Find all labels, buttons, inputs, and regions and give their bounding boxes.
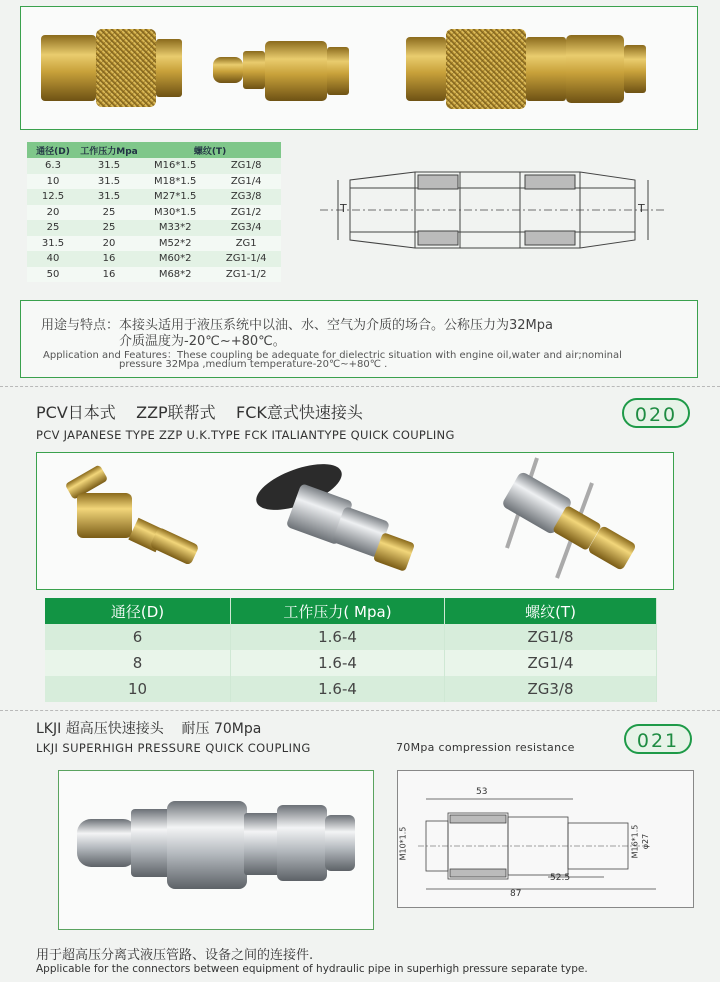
usage-cn-line2: 介质温度为-20℃~+80℃。 xyxy=(119,334,286,349)
section2-title-cn: PCV日本式 ZZP联帮式 FCK意式快速接头 xyxy=(36,403,363,422)
cell: 8 xyxy=(45,650,231,676)
usage-cn-line1: 用途与特点：本接头适用于液压系统中以油、水、空气为介质的场合。公称压力为32Mpa xyxy=(41,318,553,333)
cell: ZG3/8 xyxy=(211,189,281,205)
usage-en-line1: Application and Features：These coupling be adequate for dielectric situation with engine oil,water and air;nominal xyxy=(43,350,622,361)
product-photo-panel-1 xyxy=(20,6,698,130)
section3-title-en: LKJI SUPERHIGH PRESSURE QUICK COUPLING xyxy=(36,741,311,755)
usage-en-line2: pressure 32Mpa ,medium temperature-20℃~+80℃ . xyxy=(119,359,388,370)
dim-right-1: M16*1.5 xyxy=(630,824,640,859)
section2-title-en: PCV JAPANESE TYPE ZZP U.K.TYPE FCK ITALIANTYPE QUICK COUPLING xyxy=(36,428,455,442)
cell: ZG1/2 xyxy=(211,205,281,221)
spec-table-2 xyxy=(45,598,657,702)
cell: 40 xyxy=(27,251,79,267)
cell: M18*1.5 xyxy=(139,174,211,190)
table-row xyxy=(27,251,281,267)
section3-title-cn: LKJI 超高压快速接头 耐压 70Mpa xyxy=(36,721,262,737)
table-row xyxy=(27,189,281,205)
cell: 31.5 xyxy=(79,189,139,205)
table-row xyxy=(27,236,281,252)
cell: 25 xyxy=(27,220,79,236)
table-row xyxy=(45,676,657,702)
dim-bottom: 87 xyxy=(510,889,522,899)
cell: 31.5 xyxy=(27,236,79,252)
cell: 6.3 xyxy=(27,158,79,174)
technical-drawing-1 xyxy=(320,150,665,270)
cell: ZG1/4 xyxy=(445,650,657,676)
cell: 25 xyxy=(79,220,139,236)
usage3-cn: 用于超高压分离式液压管路、设备之间的连接件. xyxy=(36,948,314,963)
cell: ZG3/8 xyxy=(445,676,657,702)
cell: 16 xyxy=(79,251,139,267)
cell: 1.6-4 xyxy=(231,650,445,676)
spec-table-1 xyxy=(27,142,281,282)
drawing-label-t-right: T xyxy=(638,202,645,215)
table-row xyxy=(27,158,281,174)
cell: 25 xyxy=(79,205,139,221)
cell: M68*2 xyxy=(139,267,211,283)
header-thread: 螺纹(T) xyxy=(445,598,657,624)
cell: ZG1/4 xyxy=(211,174,281,190)
cell: 12.5 xyxy=(27,189,79,205)
model-badge-020: 020 xyxy=(622,398,690,428)
header-thread: 螺纹(T) xyxy=(139,142,281,158)
model-badge-021: 021 xyxy=(624,724,692,754)
cell: 1.6-4 xyxy=(231,624,445,650)
cell: 31.5 xyxy=(79,158,139,174)
cell: M27*1.5 xyxy=(139,189,211,205)
table-row xyxy=(27,220,281,236)
cell: 31.5 xyxy=(79,174,139,190)
table-row xyxy=(45,624,657,650)
pcv-zzp-fck-couplings-photo xyxy=(37,453,673,589)
cell: 20 xyxy=(79,236,139,252)
divider xyxy=(0,386,720,387)
cell: M52*2 xyxy=(139,236,211,252)
table-row xyxy=(27,267,281,283)
brass-couplings-photo xyxy=(21,7,697,129)
section3-title-en-right: 70Mpa compression resistance xyxy=(396,741,575,754)
dim-mid: 52.5 xyxy=(550,873,571,883)
header-diameter: 通径(D) xyxy=(27,142,79,158)
cell: ZG1/8 xyxy=(445,624,657,650)
dim-left: M10*1.5 xyxy=(398,826,408,861)
dim-right-2: φ27 xyxy=(641,833,651,850)
cell: M16*1.5 xyxy=(139,158,211,174)
cell: 10 xyxy=(27,174,79,190)
table-row xyxy=(27,205,281,221)
cell: ZG3/4 xyxy=(211,220,281,236)
cell: M60*2 xyxy=(139,251,211,267)
technical-drawing-3 xyxy=(397,770,694,908)
cell: 20 xyxy=(27,205,79,221)
cell: 1.6-4 xyxy=(231,676,445,702)
table-row xyxy=(45,650,657,676)
cell: ZG1-1/4 xyxy=(211,251,281,267)
cell: ZG1 xyxy=(211,236,281,252)
cell: ZG1/8 xyxy=(211,158,281,174)
cell: ZG1-1/2 xyxy=(211,267,281,283)
drawing-label-t-left: T xyxy=(340,202,347,215)
usage3-en: Applicable for the connectors between equipment of hydraulic pipe in superhigh pressure separate type. xyxy=(36,963,588,975)
table-row xyxy=(27,174,281,190)
cell: 6 xyxy=(45,624,231,650)
usage-box-1 xyxy=(20,300,698,378)
cell: M33*2 xyxy=(139,220,211,236)
header-pressure: 工作压力Mpa xyxy=(79,142,139,158)
cell: 16 xyxy=(79,267,139,283)
product-photo-panel-2 xyxy=(36,452,674,590)
header-pressure: 工作压力( Mpa) xyxy=(231,598,445,624)
cell: M30*1.5 xyxy=(139,205,211,221)
product-photo-panel-3 xyxy=(58,770,374,930)
lkji-coupling-photo xyxy=(59,771,373,929)
cell: 10 xyxy=(45,676,231,702)
cell: 50 xyxy=(27,267,79,283)
dim-top: 53 xyxy=(476,787,488,797)
header-diameter: 通径(D) xyxy=(45,598,231,624)
divider xyxy=(0,710,720,711)
